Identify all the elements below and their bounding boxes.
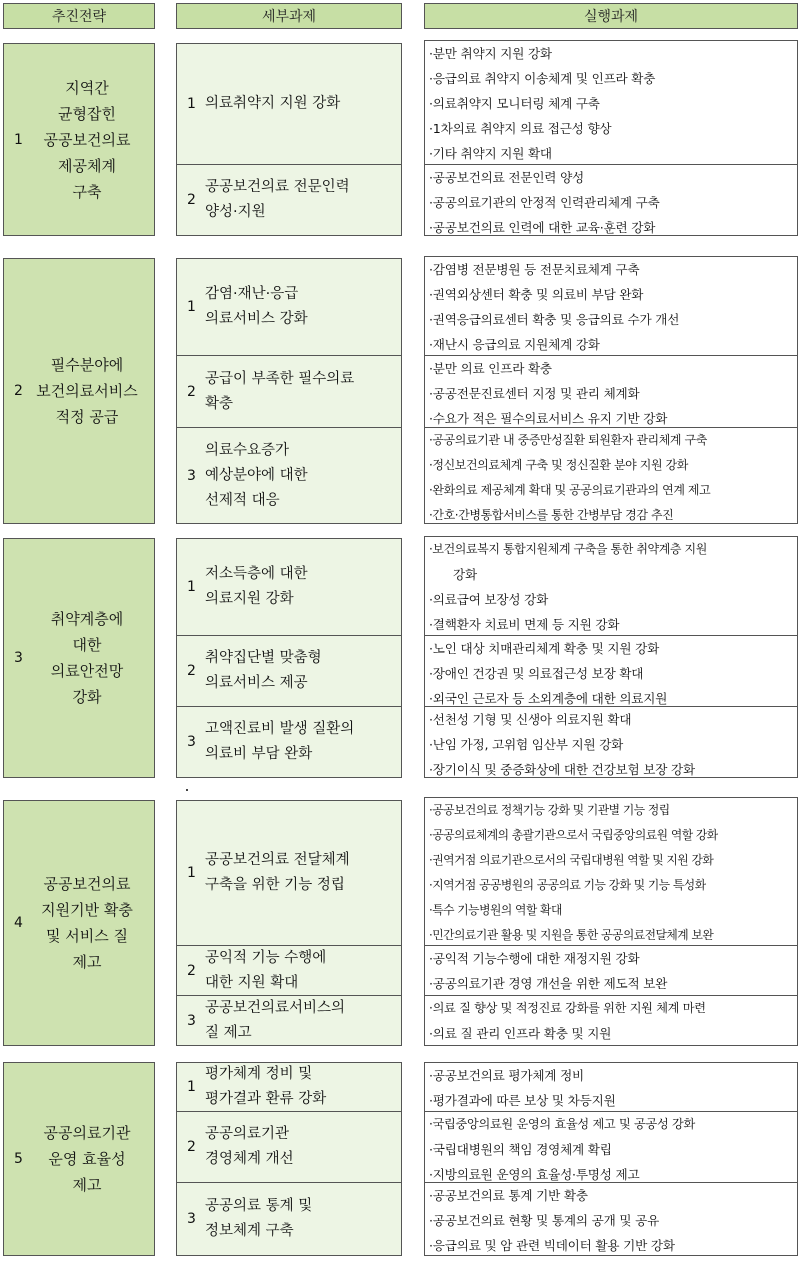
action-item: ·공공의료기관 경영 개선을 위한 제도적 보완 [429, 976, 668, 991]
stray-dot [186, 789, 188, 791]
action-item: ·간호·간병통합서비스를 통한 간병부담 경감 추진 [429, 508, 674, 522]
action-item: ·권역응급의료센터 확충 및 응급의료 수가 개선 [429, 312, 680, 327]
action-item: ·공공보건의료 통계 기반 확충 [429, 1188, 588, 1203]
action-item: ·완화의료 제공체계 확대 및 공공의료기관과의 연계 제고 [429, 483, 711, 497]
task-cell [176, 538, 402, 636]
action-item: ·공공보건의료 전문인력 양성 [429, 170, 584, 185]
header-action: 실행과제 [424, 3, 798, 29]
task-title: 공급이 부족한 필수의료 확충 [205, 370, 355, 412]
action-item: ·권역외상센터 확충 및 의료비 부담 완화 [429, 287, 644, 302]
strategy-title: 지역간 균형잡힌 공공보건의료 제공체계 구축 [43, 78, 131, 201]
task-title: 고액진료비 발생 질환의 의료비 부담 완화 [205, 721, 355, 762]
action-item: ·지방의료원 운영의 효율성·투명성 제고 [429, 1167, 640, 1182]
action-item: ·기타 취약지 지원 확대 [429, 146, 552, 161]
action-item: ·공공보건의료 평가체계 정비 [429, 1068, 584, 1083]
action-item: ·1차의료 취약지 의료 접근성 향상 [429, 121, 612, 136]
strategy-number: 3 [14, 650, 23, 666]
task-number: 2 [187, 663, 196, 679]
task-number: 3 [187, 1211, 196, 1227]
action-item: ·보건의료복지 통합지원체계 구축을 통한 취약계층 지원 [429, 542, 707, 556]
action-item: ·특수 기능병원의 역할 확대 [429, 903, 562, 917]
strategy-title: 취약계층에 대한 의료안전망 강화 [50, 610, 124, 706]
task-number: 1 [187, 1079, 196, 1095]
action-cell [424, 706, 798, 778]
strategy-cell [3, 800, 155, 1046]
action-item: ·공공전문진료센터 지정 및 관리 체계화 [429, 386, 640, 401]
header-strategy: 추진전략 [3, 3, 155, 29]
strategy-cell [3, 43, 155, 236]
strategy-number: 1 [14, 131, 23, 148]
action-item: ·의료 질 향상 및 적정진료 강화를 위한 지원 체계 마련 [429, 1001, 706, 1015]
task-title: 평가체계 정비 및 평가결과 환류 강화 [205, 1066, 327, 1107]
task-title: 공공보건의료서비스의 질 제고 [205, 999, 346, 1041]
action-item: ·장기이식 및 중증화상에 대한 건강보험 보장 강화 [429, 762, 695, 777]
strategy-title: 공공의료기관 운영 효율성 제고 [43, 1124, 131, 1194]
action-cell [424, 355, 798, 428]
action-cell [424, 536, 798, 636]
task-cell [176, 1062, 402, 1112]
task-cell [176, 1182, 402, 1256]
action-item: ·노인 대상 치매관리체계 확충 및 지원 강화 [429, 641, 660, 656]
task-cell [176, 355, 402, 428]
task-title: 의료수요증가 예상분야에 대한 선제적 대응 [205, 442, 308, 508]
task-title: 공공보건의료 전문인력 양성·지원 [205, 179, 350, 220]
task-cell [176, 43, 402, 165]
strategy-cell [3, 258, 155, 524]
action-cell [424, 40, 798, 165]
action-item: ·선천성 기형 및 신생아 의료지원 확대 [429, 712, 632, 727]
task-cell [176, 1111, 402, 1183]
action-item: ·응급의료 및 암 관련 빅데이터 활용 기반 강화 [429, 1238, 675, 1253]
action-item: ·공공의료기관 내 중증만성질환 퇴원환자 관리체계 구축 [429, 433, 707, 447]
task-title: 저소득층에 대한 의료지원 강화 [205, 566, 308, 607]
task-number: 1 [187, 579, 196, 595]
action-item: ·수요가 적은 필수의료서비스 유지 기반 강화 [429, 411, 668, 426]
task-title: 공익적 기능 수행에 대한 지원 확대 [205, 949, 327, 991]
task-title: 취약집단별 맞춤형 의료서비스 제공 [205, 650, 322, 691]
header-task: 세부과제 [176, 3, 402, 29]
task-number: 3 [187, 734, 196, 750]
task-cell [176, 706, 402, 778]
action-item: ·재난시 응급의료 지원체계 강화 [429, 337, 600, 352]
strategy-title: 공공보건의료 지원기반 확충 및 서비스 질 제고 [41, 875, 133, 971]
task-title: 공공의료기관 경영체계 개선 [205, 1126, 294, 1167]
action-cell [424, 797, 798, 946]
action-item: ·지역거점 공공병원의 공공의료 기능 강화 및 기능 특성화 [429, 878, 706, 892]
action-item: ·공공보건의료 정책기능 강화 및 기관별 기능 정립 [429, 803, 670, 817]
action-cell [424, 995, 798, 1046]
action-item: ·결핵환자 치료비 면제 등 지원 강화 [429, 617, 620, 632]
strategy-title: 필수분야에 보건의료서비스 적정 공급 [36, 356, 138, 426]
task-number: 3 [187, 1012, 196, 1029]
action-item: ·장애인 건강권 및 의료접근성 보장 확대 [429, 666, 644, 681]
task-cell [176, 635, 402, 707]
strategy-cell [3, 538, 155, 778]
action-cell [424, 635, 798, 707]
action-item: ·평가결과에 따른 보상 및 차등지원 [429, 1093, 616, 1108]
action-item: ·공익적 기능수행에 대한 재정지원 강화 [429, 951, 640, 966]
action-item: ·권역거점 의료기관으로서의 국립대병원 역할 및 지원 강화 [429, 853, 714, 867]
task-title: 공공보건의료 전달체계 구축을 위한 기능 정립 [205, 852, 350, 893]
action-cell [424, 164, 798, 236]
action-item: ·의료급여 보장성 강화 [429, 592, 549, 607]
task-number: 2 [187, 1139, 196, 1155]
task-cell [176, 800, 402, 946]
task-number: 2 [187, 383, 196, 400]
action-item: ·공공보건의료 인력에 대한 교육·훈련 강화 [429, 220, 656, 235]
action-item: ·정신보건의료체계 구축 및 정신질환 분야 지원 강화 [429, 458, 688, 472]
action-item: ·외국인 근로자 등 소외계층에 대한 의료지원 [429, 691, 668, 706]
task-cell [176, 427, 402, 524]
action-item: ·공공의료체계의 총괄기관으로서 국립중앙의료원 역할 강화 [429, 828, 718, 842]
strategy-number: 2 [14, 383, 23, 399]
task-cell [176, 164, 402, 236]
task-number: 3 [187, 467, 196, 484]
action-cell [424, 945, 798, 996]
action-cell [424, 1182, 798, 1256]
strategy-cell [3, 1062, 155, 1256]
task-cell [176, 995, 402, 1046]
action-item: ·국립대병원의 책임 경영체계 확립 [429, 1142, 612, 1157]
task-number: 2 [187, 192, 196, 208]
task-number: 1 [187, 299, 196, 315]
action-item: ·국립중앙의료원 운영의 효율성 제고 및 공공성 강화 [429, 1117, 695, 1131]
action-item: ·의료취약지 모니터링 체계 구축 [429, 96, 600, 111]
action-item: ·분만 의료 인프라 확충 [429, 361, 552, 376]
action-item: ·민간의료기관 활용 및 지원을 통한 공공의료전달체계 보완 [429, 928, 714, 942]
action-cell [424, 256, 798, 356]
task-title: 공공의료 통계 및 정보체계 구축 [205, 1198, 313, 1239]
action-item: ·감염병 전문병원 등 전문치료체계 구축 [429, 262, 640, 277]
action-item: ·응급의료 취약지 이송체계 및 인프라 확충 [429, 71, 656, 86]
action-item: ·난임 가정, 고위험 임산부 지원 강화 [429, 737, 624, 752]
action-item: ·분만 취약지 지원 강화 [429, 46, 552, 61]
task-cell [176, 258, 402, 356]
action-cell [424, 427, 798, 524]
task-title: 의료취약지 지원 강화 [205, 95, 341, 112]
task-cell [176, 945, 402, 996]
strategy-number: 4 [14, 915, 23, 931]
task-number: 1 [187, 96, 196, 112]
action-cell [424, 1111, 798, 1183]
task-number: 2 [187, 962, 196, 979]
action-item: 강화 [453, 567, 477, 582]
action-cell [424, 1062, 798, 1112]
action-item: ·공공보건의료 현황 및 통계의 공개 및 공유 [429, 1213, 660, 1228]
task-title: 감염·재난·응급 의료서비스 강화 [205, 286, 308, 327]
strategy-number: 5 [14, 1151, 23, 1167]
task-number: 1 [187, 865, 196, 881]
action-item: ·공공의료기관의 안정적 인력관리체계 구축 [429, 195, 660, 210]
action-item: ·의료 질 관리 인프라 확충 및 지원 [429, 1026, 612, 1041]
